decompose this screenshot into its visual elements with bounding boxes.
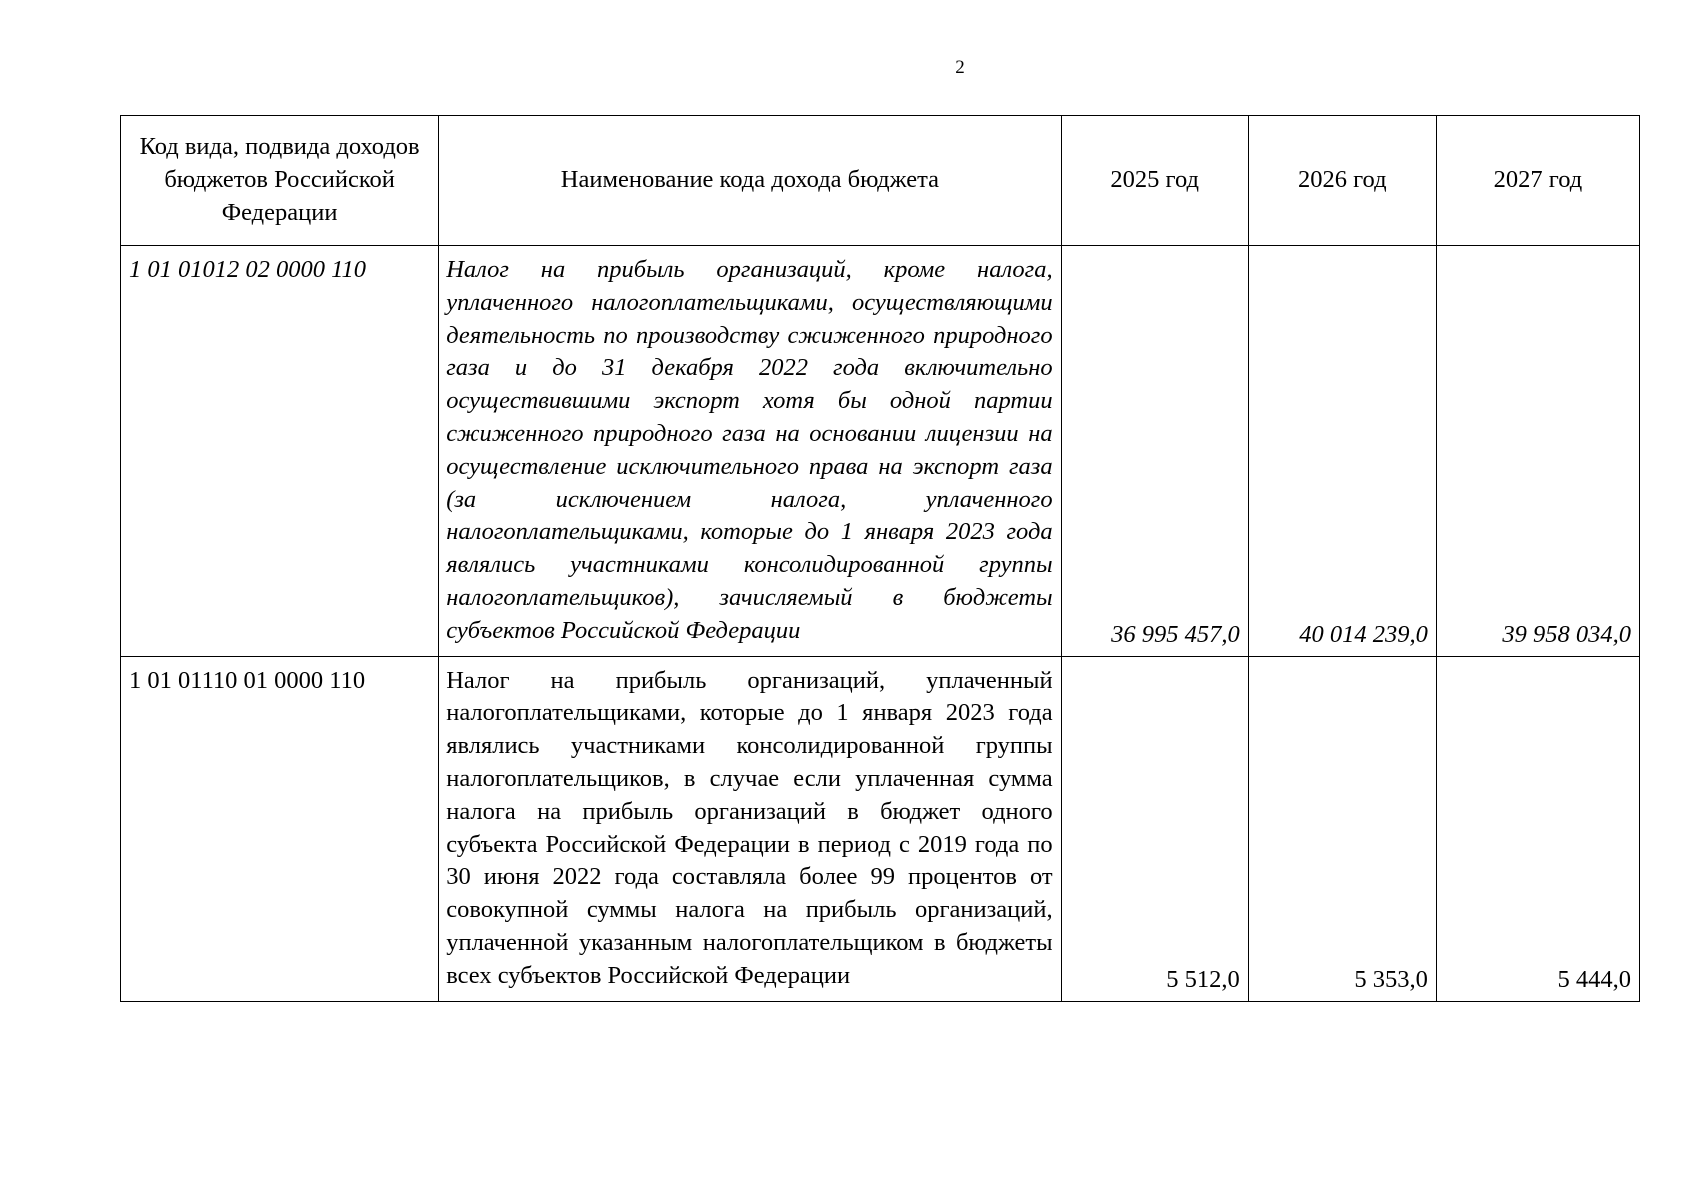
row-name: Налог на прибыль организаций, уплаченный налогоплательщиками, которые до 1 января 2023 года являлись участниками консолидированной группы налогоплательщиков, в случае если уплаченная сумма налога на прибыль организаций в бюджет одного субъекта Российской Федерации в период с 2019 года по 30 июня 2022 года составляла более 99 процентов от совокупной суммы налога на прибыль организаций, уплаченной указанным налогоплательщиком в бюджеты всех субъектов Российской Федерации: [439, 656, 1061, 1001]
budget-revenue-table: [120, 115, 1640, 1002]
table-header-row: [121, 116, 1640, 246]
row-value-2025: 36 995 457,0: [1061, 246, 1248, 657]
row-value-2026: 5 353,0: [1248, 656, 1436, 1001]
table-row: [121, 656, 1640, 1001]
row-value-2027: 5 444,0: [1436, 656, 1639, 1001]
row-name: Налог на прибыль организаций, кроме налога, уплаченного налогоплательщиками, осуществляющими деятельность по производству сжиженного природного газа и до 31 декабря 2022 года включительно осуществившими экспорт хотя бы одной партии сжиженного природного газа на основании лицензии на осуществление исключительного права на экспорт газа (за исключением налога, уплаченного налогоплательщиками, которые до 1 января 2023 года являлись участниками консолидированной группы налогоплательщиков), зачисляемый в бюджеты субъектов Российской Федерации: [439, 246, 1061, 657]
header-code: Код вида, подвида доходов бюджетов Российской Федерации: [121, 116, 439, 246]
header-2025: 2025 год: [1061, 116, 1248, 246]
row-code: 1 01 01012 02 0000 110: [121, 246, 439, 657]
header-2027: 2027 год: [1436, 116, 1639, 246]
row-value-2026: 40 014 239,0: [1248, 246, 1436, 657]
row-value-2025: 5 512,0: [1061, 656, 1248, 1001]
header-name: Наименование кода дохода бюджета: [439, 116, 1061, 246]
header-2026: 2026 год: [1248, 116, 1436, 246]
row-value-2027: 39 958 034,0: [1436, 246, 1639, 657]
page-number: 2: [955, 57, 965, 78]
row-code: 1 01 01110 01 0000 110: [121, 656, 439, 1001]
table-row: [121, 246, 1640, 657]
